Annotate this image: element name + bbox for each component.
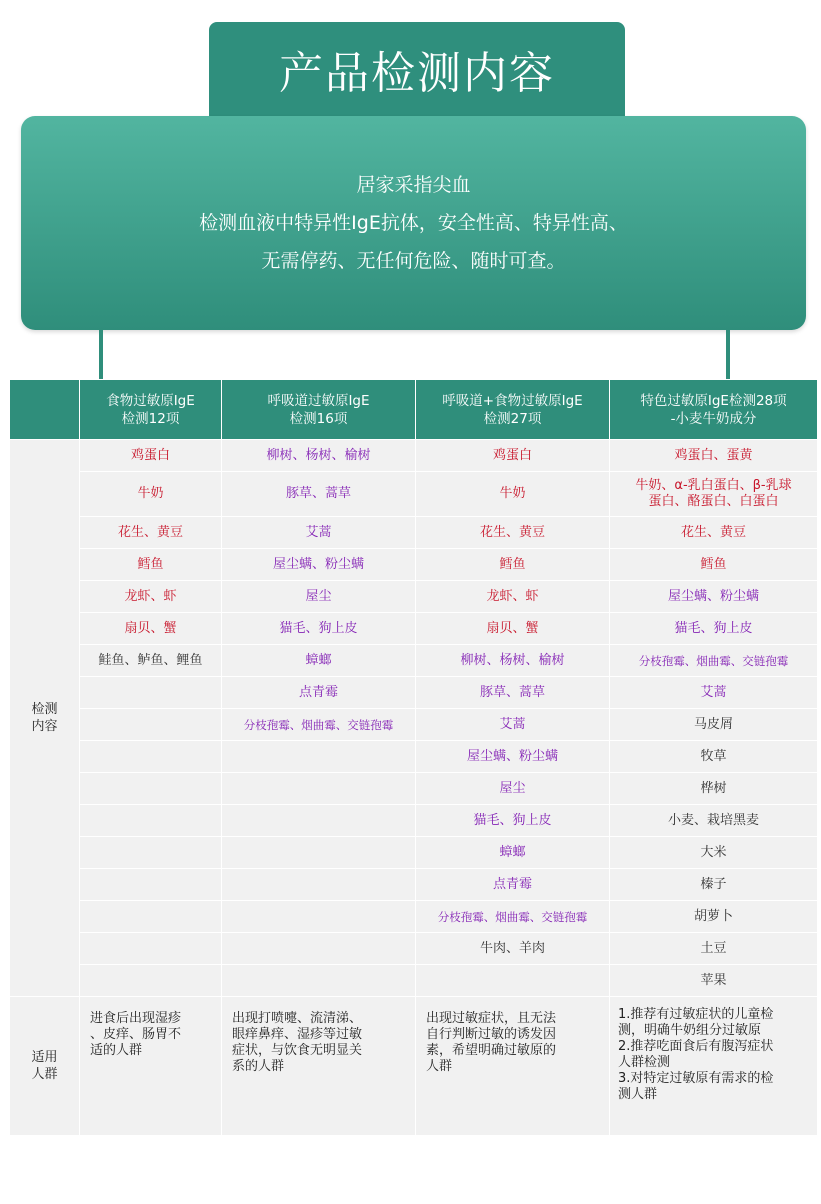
- table-row: [10, 677, 818, 709]
- table-row: [10, 805, 818, 837]
- item-cell: 鲑鱼、鲈鱼、鲤鱼: [80, 645, 222, 677]
- item-cell: 鳕鱼: [610, 549, 818, 581]
- table-row: [10, 440, 818, 472]
- table-row: [10, 773, 818, 805]
- item-cell: 牛奶: [80, 472, 222, 517]
- crowd-cell: 1.推荐有过敏症状的儿童检 测，明确牛奶组分过敏原 2.推荐吃面食后有腹泻症状 人群检测 3.对特定过敏原有需求的检 测人群: [610, 997, 818, 1136]
- item-cell: [222, 965, 416, 997]
- table-row: [10, 965, 818, 997]
- item-cell: 扇贝、蟹: [416, 613, 610, 645]
- item-cell: 马皮屑: [610, 709, 818, 741]
- item-cell: 花生、黄豆: [610, 517, 818, 549]
- item-cell: 屋尘: [416, 773, 610, 805]
- item-cell: 扇贝、蟹: [80, 613, 222, 645]
- item-cell: 鸡蛋白: [80, 440, 222, 472]
- description-line-2: 检测血液中特异性IgE抗体，安全性高、特异性高、: [199, 212, 628, 234]
- item-cell: [80, 709, 222, 741]
- item-cell: [80, 965, 222, 997]
- item-cell: 屋尘螨、粉尘螨: [222, 549, 416, 581]
- right-connector: [726, 330, 730, 380]
- item-cell: [222, 805, 416, 837]
- item-cell: 牛奶、α-乳白蛋白、β-乳球 蛋白、酪蛋白、白蛋白: [610, 472, 818, 517]
- table-row: [10, 869, 818, 901]
- description-panel: [21, 116, 806, 330]
- table-row: [10, 933, 818, 965]
- description-line-3: 无需停药、无任何危险、随时可查。: [261, 250, 566, 272]
- item-cell: 牧草: [610, 741, 818, 773]
- item-cell: 土豆: [610, 933, 818, 965]
- item-cell: 豚草、蒿草: [416, 677, 610, 709]
- table-row: [10, 581, 818, 613]
- item-cell: [416, 965, 610, 997]
- row-label-target-crowd: 适用 人群: [10, 997, 80, 1136]
- item-cell: 艾蒿: [610, 677, 818, 709]
- item-cell: 榛子: [610, 869, 818, 901]
- header-col-2: 呼吸道过敏原IgE 检测16项: [222, 380, 416, 440]
- item-cell: 点青霉: [222, 677, 416, 709]
- item-cell: 豚草、蒿草: [222, 472, 416, 517]
- table-row: [10, 741, 818, 773]
- table-row: [10, 517, 818, 549]
- item-cell: 艾蒿: [416, 709, 610, 741]
- item-cell: 蟑螂: [222, 645, 416, 677]
- item-cell: 艾蒿: [222, 517, 416, 549]
- crowd-cell: 出现过敏症状，且无法 自行判断过敏的诱发因 素，希望明确过敏原的 人群: [416, 997, 610, 1136]
- item-cell: [80, 773, 222, 805]
- crowd-cell: 出现打喷嚏、流清涕、 眼痒鼻痒、湿疹等过敏 症状，与饮食无明显关 系的人群: [222, 997, 416, 1136]
- item-cell: 屋尘螨、粉尘螨: [416, 741, 610, 773]
- item-cell: 分枝孢霉、烟曲霉、交链孢霉: [610, 645, 818, 677]
- item-cell: 鳕鱼: [80, 549, 222, 581]
- table-row: [10, 709, 818, 741]
- item-cell: 屋尘: [222, 581, 416, 613]
- header-corner: [10, 380, 80, 440]
- item-cell: [80, 805, 222, 837]
- table-row: [10, 837, 818, 869]
- product-test-table: [9, 379, 818, 1136]
- row-label-test-items: 检测 内容: [10, 440, 80, 997]
- item-cell: [80, 677, 222, 709]
- item-cell: [80, 837, 222, 869]
- item-cell: 苹果: [610, 965, 818, 997]
- item-cell: 柳树、杨树、榆树: [416, 645, 610, 677]
- item-cell: 鸡蛋白、蛋黄: [610, 440, 818, 472]
- item-cell: 柳树、杨树、榆树: [222, 440, 416, 472]
- item-cell: 鳕鱼: [416, 549, 610, 581]
- item-cell: 猫毛、狗上皮: [610, 613, 818, 645]
- item-cell: 花生、黄豆: [416, 517, 610, 549]
- item-cell: 猫毛、狗上皮: [222, 613, 416, 645]
- item-cell: 小麦、栽培黑麦: [610, 805, 818, 837]
- item-cell: 分枝孢霉、烟曲霉、交链孢霉: [416, 901, 610, 933]
- table-row: [10, 645, 818, 677]
- item-cell: 鸡蛋白: [416, 440, 610, 472]
- item-cell: 胡萝卜: [610, 901, 818, 933]
- item-cell: 龙虾、虾: [80, 581, 222, 613]
- item-cell: [222, 837, 416, 869]
- item-cell: [80, 869, 222, 901]
- description-line-1: 居家采指尖血: [356, 174, 471, 196]
- item-cell: 牛肉、羊肉: [416, 933, 610, 965]
- item-cell: 花生、黄豆: [80, 517, 222, 549]
- crowd-cell: 进食后出现湿疹 、皮痒、肠胃不 适的人群: [80, 997, 222, 1136]
- item-cell: 大米: [610, 837, 818, 869]
- item-cell: 猫毛、狗上皮: [416, 805, 610, 837]
- item-cell: [222, 901, 416, 933]
- item-cell: [80, 933, 222, 965]
- item-cell: [222, 741, 416, 773]
- table-row: [10, 549, 818, 581]
- crowd-row: [10, 997, 818, 1136]
- item-cell: 蟑螂: [416, 837, 610, 869]
- item-cell: [222, 773, 416, 805]
- item-cell: 牛奶: [416, 472, 610, 517]
- item-cell: [222, 933, 416, 965]
- item-cell: 龙虾、虾: [416, 581, 610, 613]
- item-cell: 桦树: [610, 773, 818, 805]
- item-cell: 点青霉: [416, 869, 610, 901]
- item-cell: 屋尘螨、粉尘螨: [610, 581, 818, 613]
- item-cell: [80, 901, 222, 933]
- table-row: [10, 472, 818, 517]
- item-cell: 分枝孢霉、烟曲霉、交链孢霉: [222, 709, 416, 741]
- table-header-row: [10, 380, 818, 440]
- header-col-3: 呼吸道+食物过敏原IgE 检测27项: [416, 380, 610, 440]
- header-col-1: 食物过敏原IgE 检测12项: [80, 380, 222, 440]
- item-cell: [80, 741, 222, 773]
- header-col-4: 特色过敏原IgE检测28项 -小麦牛奶成分: [610, 380, 818, 440]
- left-connector: [99, 330, 103, 380]
- page-title: 产品检测内容: [209, 22, 625, 116]
- table-row: [10, 901, 818, 933]
- item-cell: [222, 869, 416, 901]
- table-row: [10, 613, 818, 645]
